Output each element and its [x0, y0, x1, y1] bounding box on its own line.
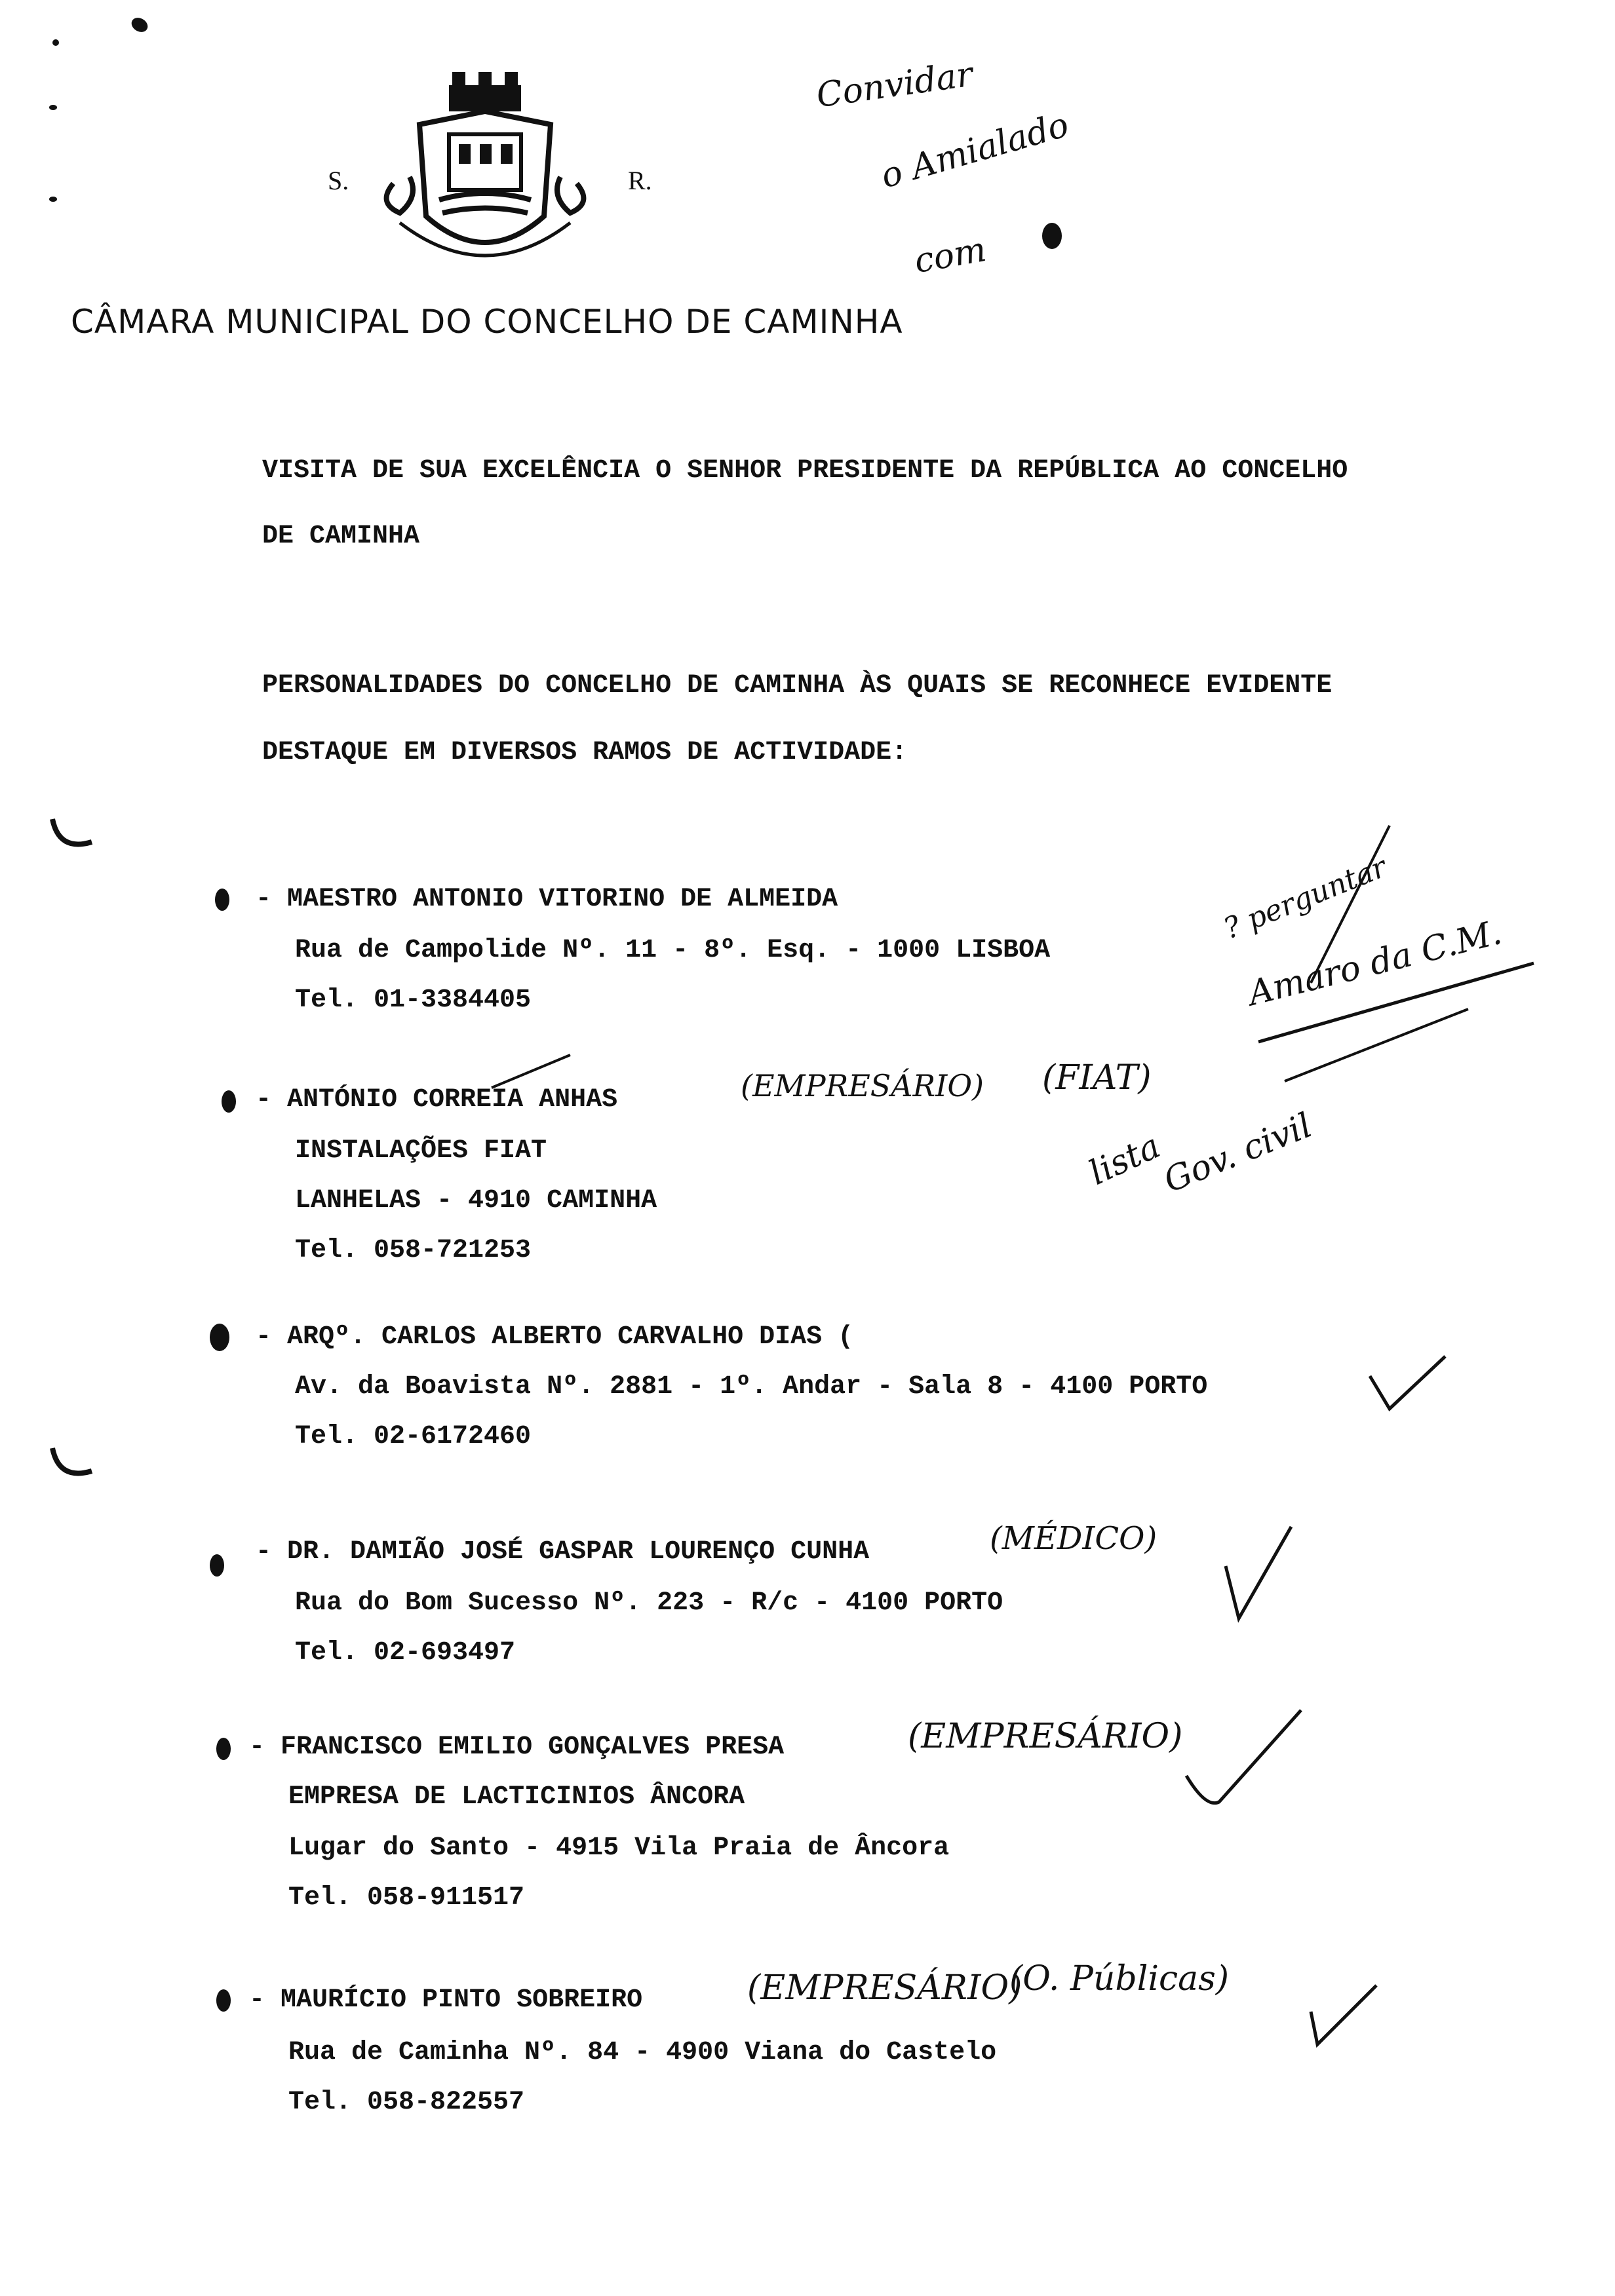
entry-company: EMPRESA DE LACTICINIOS ÂNCORA	[288, 1782, 745, 1812]
entry-name: - DR. DAMIÃO JOSÉ GASPAR LOURENÇO CUNHA	[256, 1537, 870, 1567]
entry-bullet	[210, 1324, 229, 1351]
checkmark-icon	[1304, 1979, 1383, 2051]
entry-name: - ANTÓNIO CORREIA ANHAS	[256, 1085, 618, 1115]
stray-ink-mark	[49, 197, 57, 202]
entry-address: Lugar do Santo - 4915 Vila Praia de Âncora	[288, 1833, 950, 1863]
handwritten-note: (FIAT)	[1042, 1058, 1152, 1098]
handwritten-strike	[1245, 819, 1547, 1081]
entry-address: Rua de Campolide Nº. 11 - 8º. Esq. - 1000 LISBOA	[295, 936, 1051, 965]
entry-phone: Tel. 02-6172460	[295, 1422, 532, 1451]
handwritten-note: (EMPRESÁRIO)	[747, 1968, 1022, 2008]
ink-dot	[1042, 223, 1062, 249]
intro-line-1: PERSONALIDADES DO CONCELHO DE CAMINHA ÀS QUAIS SE RECONHECE EVIDENTE	[262, 671, 1333, 700]
margin-punch-mark	[46, 813, 98, 858]
handwritten-note-3: com	[911, 229, 990, 282]
handwritten-note-2: o Amialado	[876, 105, 1074, 197]
entry-bullet	[216, 1989, 231, 2012]
entry-name: - MAESTRO ANTONIO VITORINO DE ALMEIDA	[256, 885, 838, 914]
handwritten-note: Gov. civil	[1158, 1105, 1318, 1201]
handwritten-note: ? perguntar	[1219, 850, 1391, 946]
left-initial: S.	[328, 166, 349, 195]
handwritten-strike	[485, 1048, 577, 1094]
entry-phone: Tel. 058-721253	[295, 1236, 532, 1265]
entry-name: - ARQº. CARLOS ALBERTO CARVALHO DIAS (	[256, 1322, 854, 1352]
entry-bullet	[216, 1738, 231, 1760]
handwritten-note: (O. Públicas)	[1009, 1959, 1230, 1999]
entry-name: - MAURÍCIO PINTO SOBREIRO	[249, 1985, 643, 2015]
municipal-crest-seal	[380, 72, 590, 288]
entry-phone: Tel. 058-911517	[288, 1883, 525, 1913]
handwritten-note: (EMPRESÁRIO)	[908, 1717, 1183, 1756]
subject-line-1: VISITA DE SUA EXCELÊNCIA O SENHOR PRESIDENTE DA REPÚBLICA AO CONCELHO	[262, 456, 1348, 486]
entry-company: INSTALAÇÕES FIAT	[295, 1136, 547, 1166]
municipality-title: CÂMARA MUNICIPAL DO CONCELHO DE CAMINHA	[71, 303, 903, 341]
checkmark-icon	[1180, 1704, 1304, 1815]
entry-phone: Tel. 01-3384405	[295, 985, 532, 1015]
entry-bullet	[215, 889, 229, 911]
subject-line-2: DE CAMINHA	[262, 522, 420, 551]
intro-line-2: DESTAQUE EM DIVERSOS RAMOS DE ACTIVIDADE:	[262, 738, 908, 767]
entry-address: Rua do Bom Sucesso Nº. 223 - R/c - 4100 PORTO	[295, 1588, 1003, 1618]
handwritten-note: (MÉDICO)	[990, 1520, 1158, 1557]
entry-address: LANHELAS - 4910 CAMINHA	[295, 1186, 657, 1215]
checkmark-icon	[1363, 1350, 1449, 1415]
entry-name: - FRANCISCO EMILIO GONÇALVES PRESA	[249, 1732, 785, 1762]
handwritten-note-1: Convidar	[813, 54, 975, 116]
entry-phone: Tel. 02-693497	[295, 1638, 516, 1668]
stray-ink-mark	[49, 105, 57, 110]
right-initial: R.	[628, 166, 652, 195]
entry-bullet	[210, 1554, 224, 1577]
entry-phone: Tel. 058-822557	[288, 2088, 525, 2117]
margin-punch-mark	[46, 1442, 98, 1487]
handwritten-note: (EMPRESÁRIO)	[741, 1068, 984, 1103]
stray-ink-mark	[52, 39, 59, 46]
checkmark-icon	[1219, 1520, 1298, 1625]
handwritten-note: lista	[1083, 1126, 1167, 1193]
entry-address: Av. da Boavista Nº. 2881 - 1º. Andar - Sala 8 - 4100 PORTO	[295, 1372, 1208, 1402]
stray-ink-mark	[129, 15, 151, 35]
handwritten-note: Amaro da C.M.	[1244, 913, 1506, 1014]
entry-bullet	[222, 1090, 236, 1113]
entry-address: Rua de Caminha Nº. 84 - 4900 Viana do Castelo	[288, 2038, 997, 2067]
